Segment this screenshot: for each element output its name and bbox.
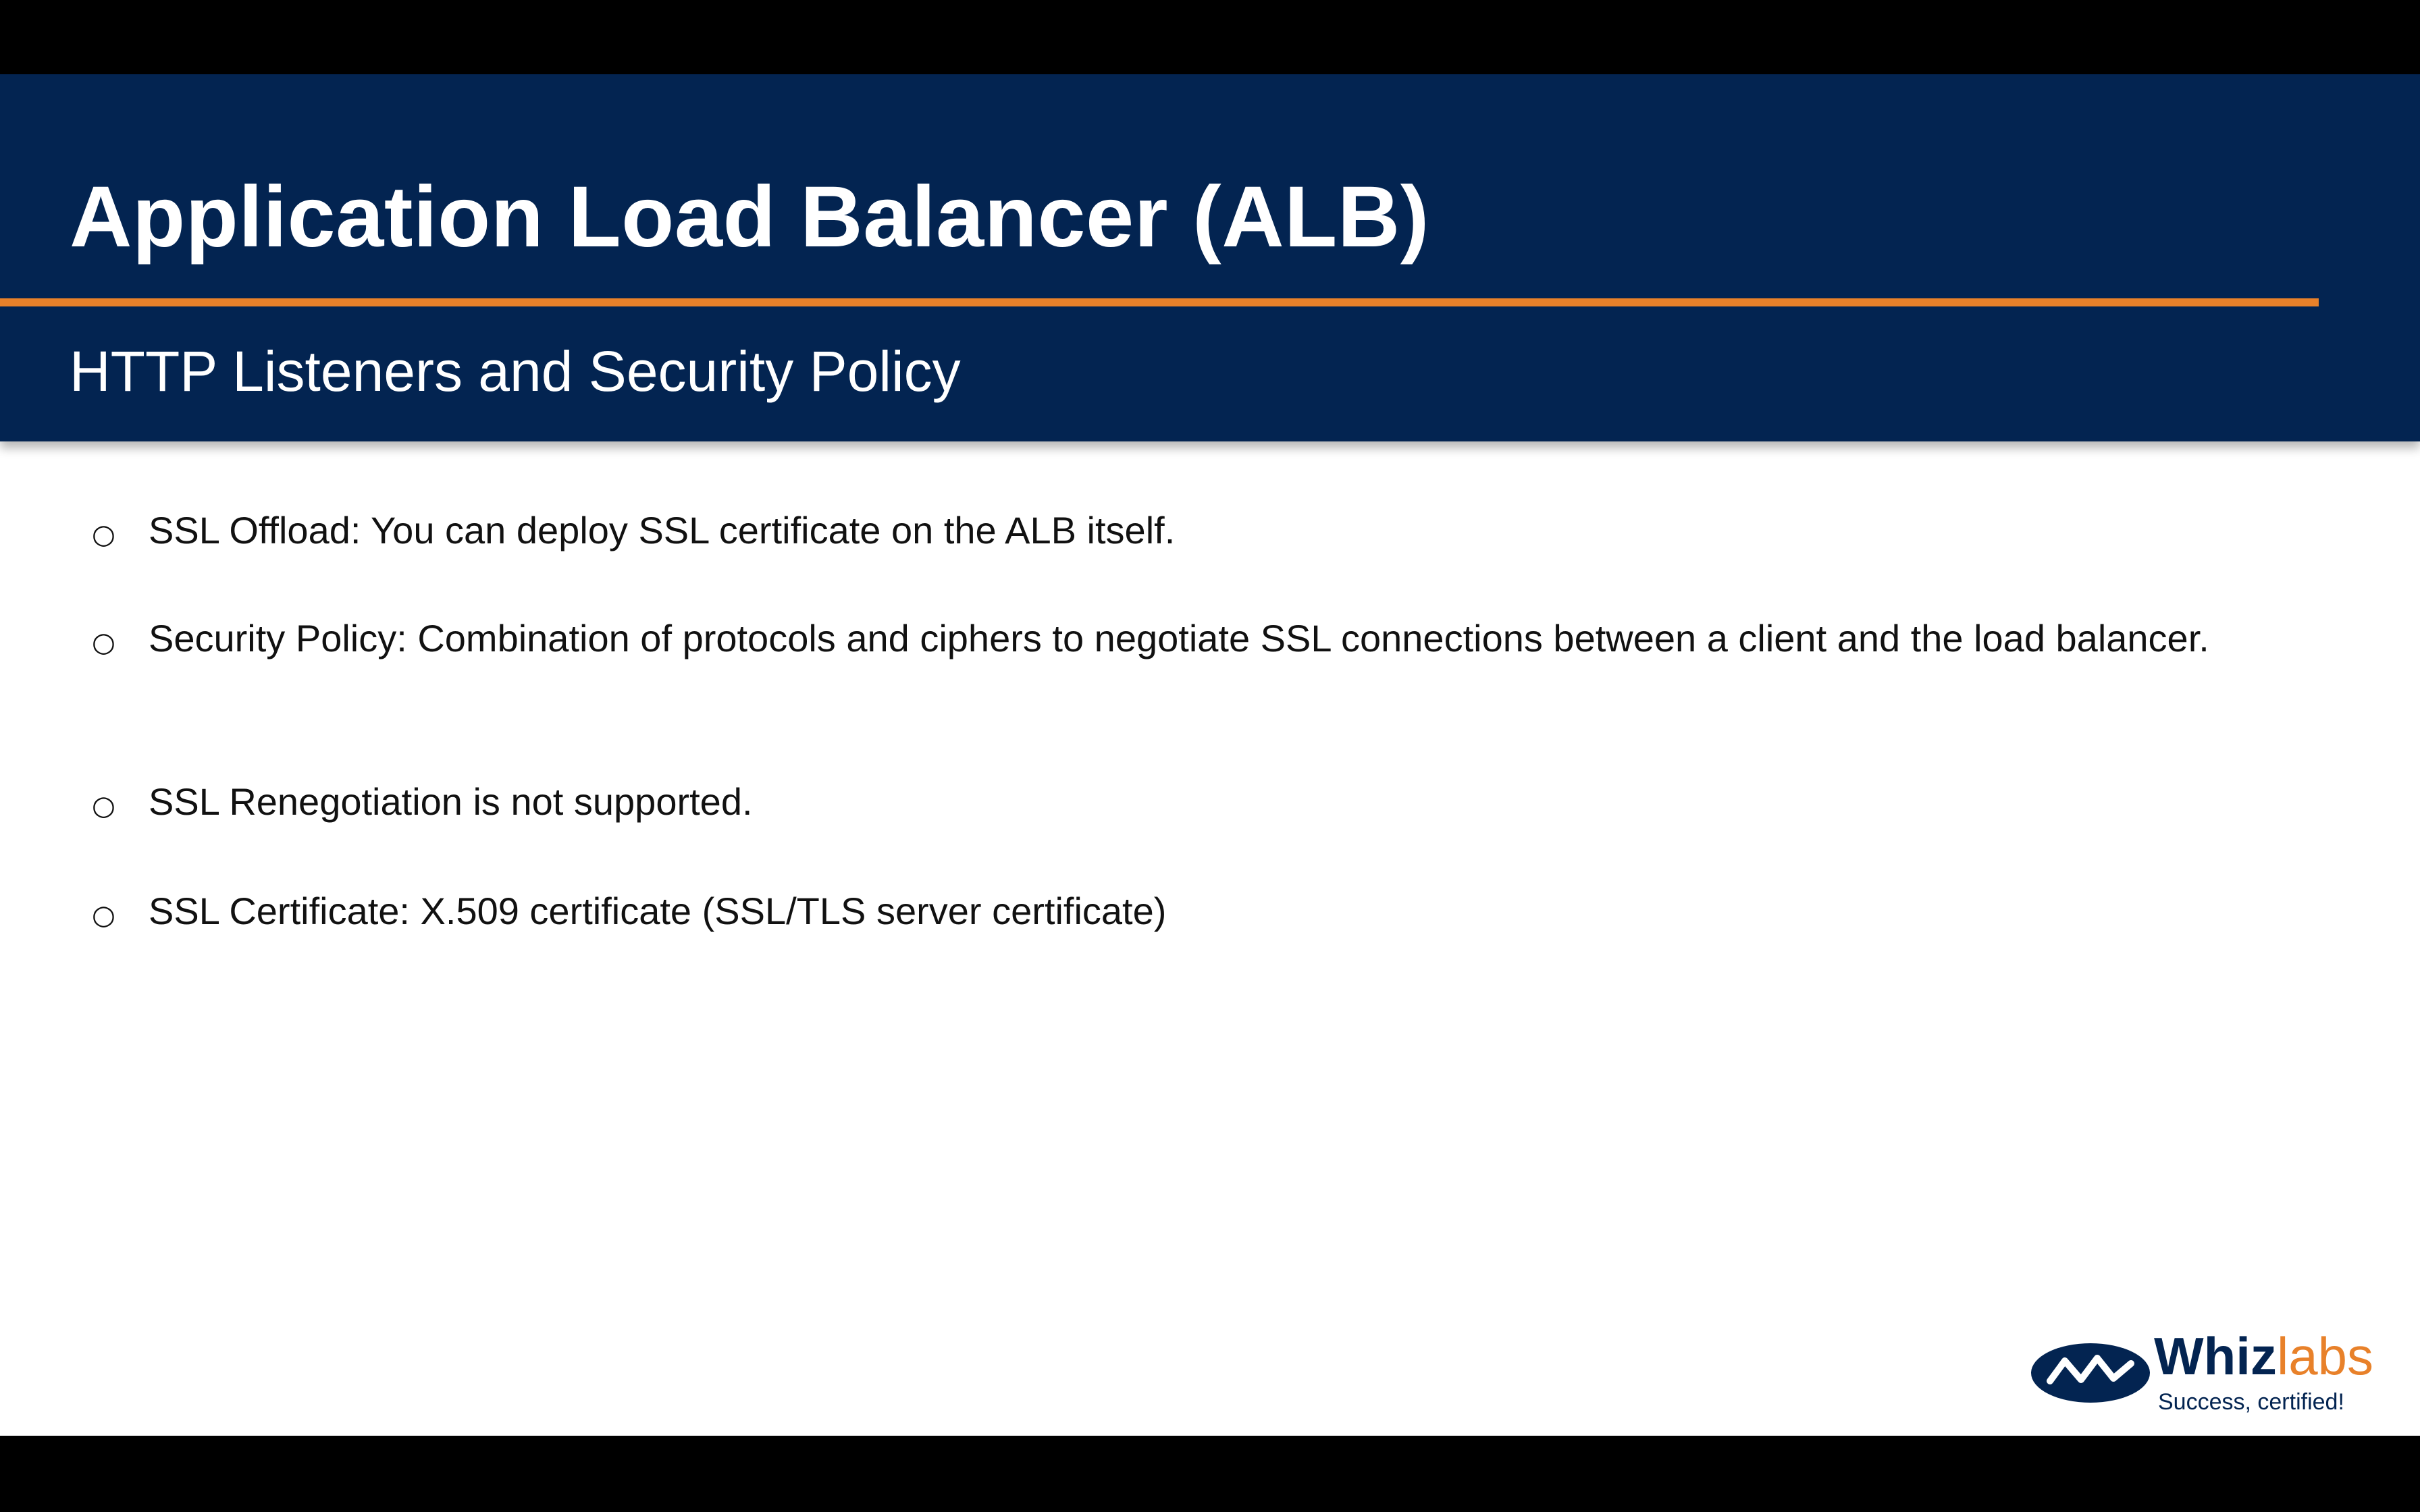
whizlabs-logo — [2030, 1326, 2381, 1419]
bullet-text: Security Policy: Combination of protocols and ciphers to negotiate SSL connections between a client and the load balancer. — [149, 617, 2209, 659]
bullet-marker-icon: ○ — [92, 900, 115, 931]
slide-header — [0, 74, 2420, 441]
logo-tagline: Success, certified! — [2158, 1389, 2344, 1415]
slide — [0, 74, 2420, 1436]
logo-wordmark — [2154, 1326, 2374, 1386]
slide-title: Application Load Balancer (ALB) — [70, 169, 1429, 265]
bullet-text: SSL Certificate: X.509 certificate (SSL/TLS server certificate) — [149, 890, 1167, 932]
whizlabs-logo-icon — [2030, 1341, 2154, 1405]
header-divider — [0, 298, 2319, 306]
logo-word-accent: labs — [2276, 1326, 2374, 1386]
logo-word-main: Whiz — [2154, 1326, 2277, 1386]
bullet-marker-icon: ○ — [92, 627, 115, 658]
slide-subtitle: HTTP Listeners and Security Policy — [70, 340, 961, 403]
bullet-text: SSL Renegotiation is not supported. — [149, 780, 753, 823]
bullet-text: SSL Offload: You can deploy SSL certificate on the ALB itself. — [149, 509, 1176, 551]
bullet-marker-icon: ○ — [92, 519, 115, 550]
bullet-marker-icon: ○ — [92, 790, 115, 821]
